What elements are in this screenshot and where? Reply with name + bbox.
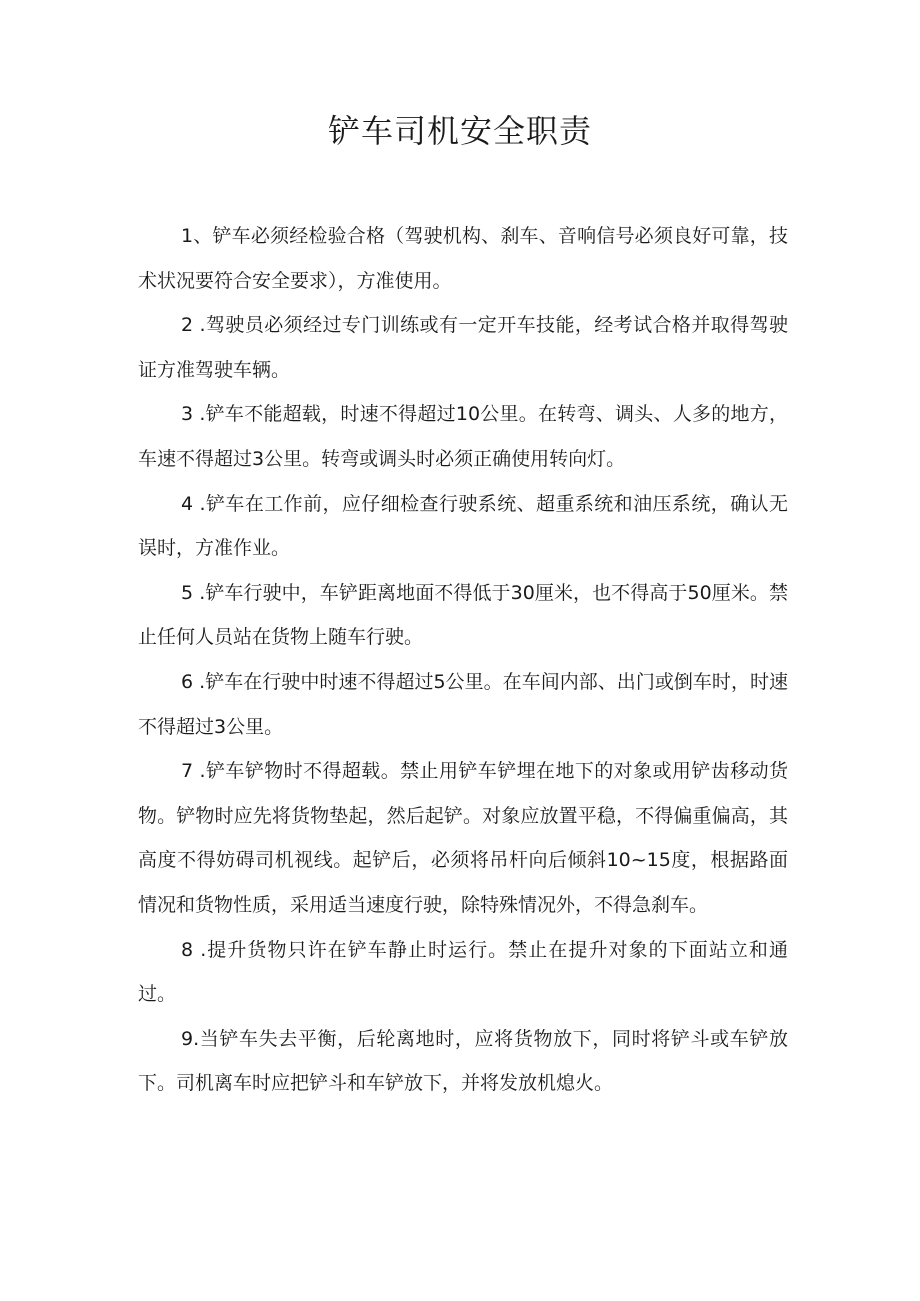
paragraph-8: 8 .提升货物只许在铲车静止时运行。禁止在提升对象的下面站立和通过。 bbox=[138, 938, 788, 1006]
paragraph-7: 7 .铲车铲物时不得超载。禁止用铲车铲埋在地下的对象或用铲齿移动货物。铲物时应先将货物垫起，然后起铲。对象应放置平稳，不得偏重偏高，其高度不得妨碍司机视线。起铲后，必须将吊杆向后倾斜10~15度，根据路面情况和货物性质，采用适当速度行驶，除特殊情况外，不得急刹车。 bbox=[138, 760, 788, 916]
paragraph-1: 1、铲车必须经检验合格（驾驶机构、刹车、音响信号必须良好可靠，技术状况要符合安全要求），方准使用。 bbox=[138, 225, 788, 292]
paragraph-5: 5 .铲车行驶中，车铲距离地面不得低于30厘米，也不得高于50厘米。禁止任何人员站在货物上随车行驶。 bbox=[138, 581, 788, 649]
paragraph-3: 3 .铲车不能超载，时速不得超过10公里。在转弯、调头、人多的地方，车速不得超过3公里。转弯或调头时必须正确使用转向灯。 bbox=[138, 403, 788, 470]
paragraph-2: 2 .驾驶员必须经过专门训练或有一定开车技能，经考试合格并取得驾驶证方准驾驶车辆。 bbox=[138, 314, 788, 381]
document-body bbox=[138, 214, 788, 1106]
paragraph-6: 6 .铲车在行驶中时速不得超过5公里。在车间内部、出门或倒车时，时速不得超过3公里。 bbox=[138, 670, 788, 738]
paragraph-9: 9.当铲车失去平衡，后轮离地时，应将货物放下，同时将铲斗或车铲放下。司机离车时应把铲斗和车铲放下，并将发放机熄火。 bbox=[138, 1027, 788, 1095]
paragraph-4: 4 .铲车在工作前，应仔细检查行驶系统、超重系统和油压系统，确认无误时，方准作业。 bbox=[138, 492, 788, 560]
document-title: 铲车司机安全职责 bbox=[327, 112, 592, 150]
